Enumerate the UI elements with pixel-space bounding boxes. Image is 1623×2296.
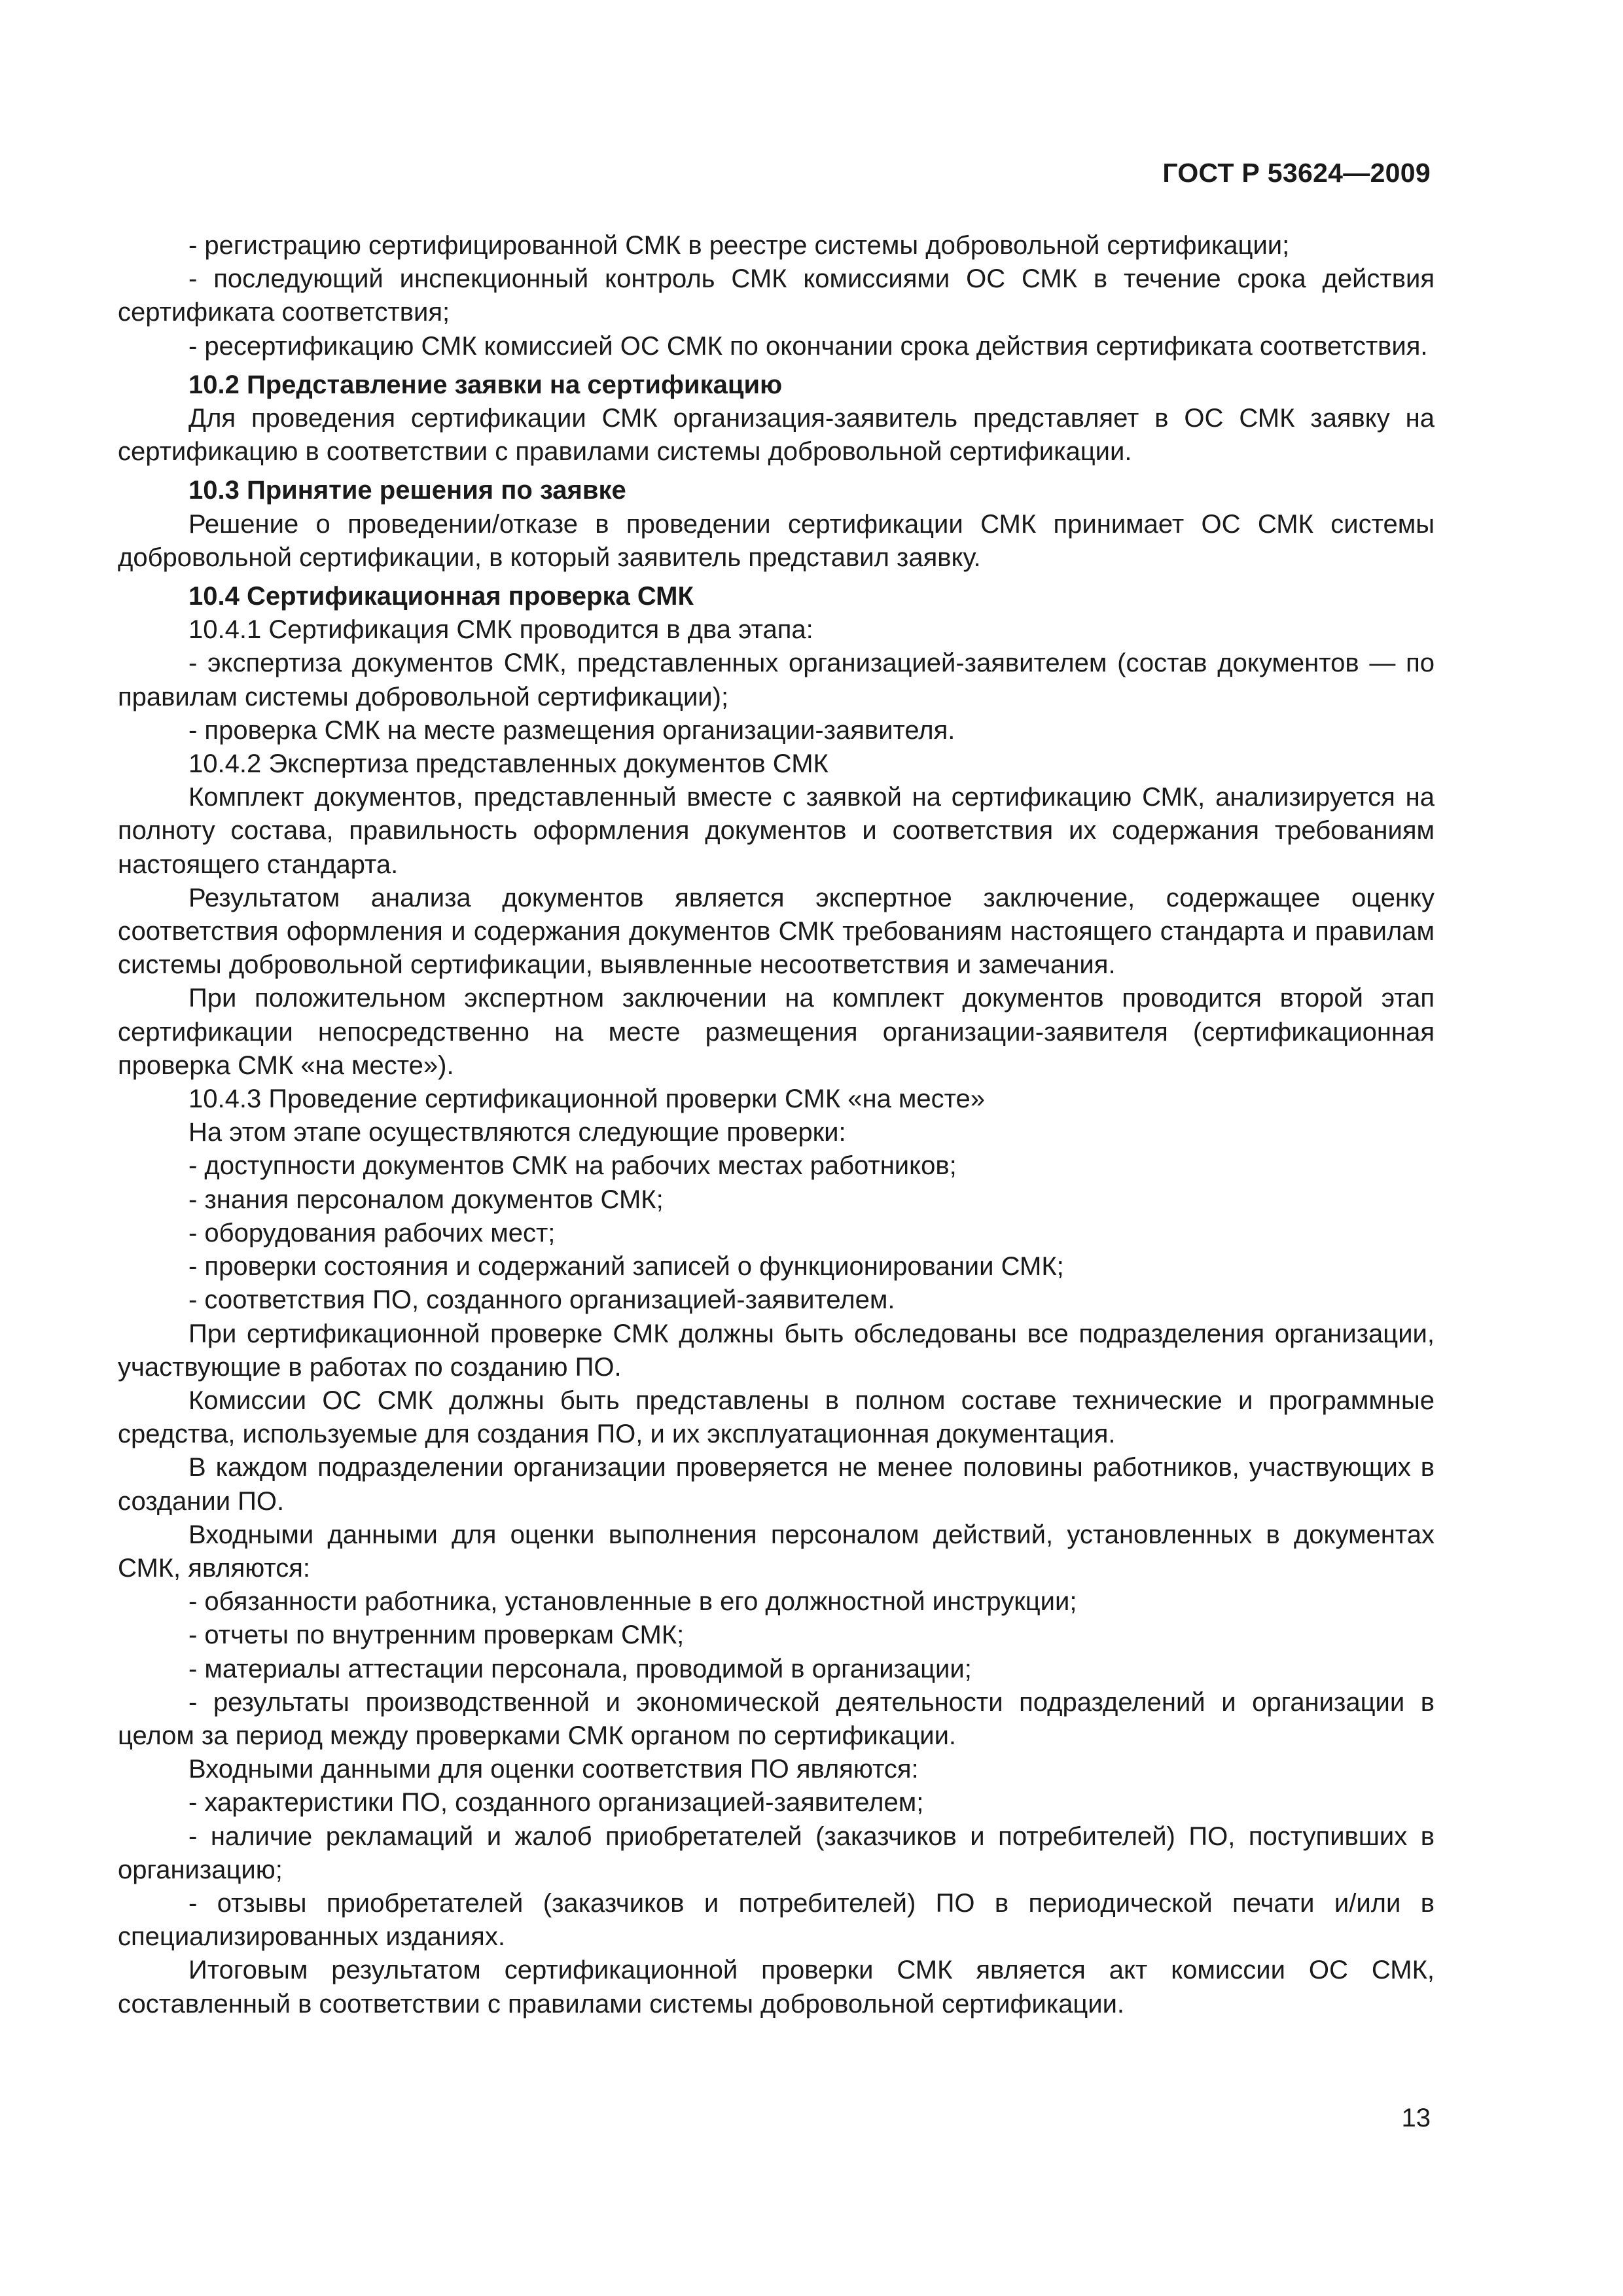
paragraph: - знания персоналом документов СМК; [188, 1185, 664, 1214]
paragraph: - проверки состояния и содержаний записей о функционировании СМК; [188, 1252, 1064, 1282]
paragraph: Итоговым результатом сертификационной проверки СМК является акт комиссии ОС СМК, составленный в соответствии с правилами системы добровольной сертификации. [118, 1956, 1435, 2018]
paragraph: - результаты производственной и экономической деятельности подразделений и организации в целом за период между проверками СМК органом по сертификации. [118, 1687, 1435, 1750]
paragraph: Входными данными для оценки соответствия ПО являются: [188, 1755, 919, 1784]
paragraph: - оборудования рабочих мест; [188, 1218, 556, 1247]
paragraph: - характеристики ПО, созданного организацией-заявителем; [188, 1788, 924, 1818]
paragraph: - отзывы приобретателей (заказчиков и потребителей) ПО в периодической печати и/или в специализированных изданиях. [118, 1888, 1435, 1952]
paragraph: Комиссии ОС СМК должны быть представлены в полном составе технические и программные средства, используемые для создания ПО, и их эксплуатационная документация. [118, 1386, 1435, 1449]
paragraph: Результатом анализа документов является экспертное заключение, содержащее оценку соответствия оформления и содержания документов СМК требованиям настоящего стандарта и правилам системы добровольной сертификации, выявленные несоответствия и замечания. [118, 883, 1435, 980]
document-body [118, 229, 1435, 2021]
paragraph: - материалы аттестации персонала, проводимой в организации; [188, 1654, 972, 1683]
paragraph: - отчеты по внутренним проверкам СМК; [188, 1621, 685, 1650]
paragraph: Для проведения сертификации СМК организация-заявитель представляет в ОС СМК заявку на сертификацию в соответствии с правилами системы добровольной сертификации. [118, 404, 1435, 467]
paragraph: При положительном экспертном заключении на комплект документов проводится второй этап сертификации непосредственно на месте размещения организации-заявителя (сертификационная проверка СМК «на месте»). [118, 984, 1435, 1080]
section-heading: 10.2 Представление заявки на сертификацию [188, 370, 783, 399]
paragraph: 10.4.2 Экспертиза представленных документов СМК [188, 749, 829, 779]
paragraph: В каждом подразделении организации проверяется не менее половины работников, участвующих в создании ПО. [118, 1453, 1435, 1516]
paragraph: - проверка СМК на месте размещения организации-заявителя. [188, 715, 955, 745]
paragraph: - ресертификацию СМК комиссией ОС СМК по окончании срока действия сертификата соответствия. [188, 331, 1428, 361]
paragraph: Комплект документов, представленный вместе с заявкой на сертификацию СМК, анализируется на полноту состава, правильность оформления документов и соответствия их содержания требованиям настоящего стандарта. [118, 783, 1435, 879]
section-heading: 10.3 Принятие решения по заявке [188, 476, 626, 505]
paragraph: 10.4.3 Проведение сертификационной проверки СМК «на месте» [188, 1085, 986, 1114]
paragraph: - наличие рекламаций и жалоб приобретателей (заказчиков и потребителей) ПО, поступивших в организацию; [118, 1821, 1435, 1884]
paragraph: - доступности документов СМК на рабочих местах работников; [188, 1151, 957, 1181]
paragraph: - последующий инспекционный контроль СМК комиссиями ОС СМК в течение срока действия сертификата соответствия; [118, 264, 1435, 327]
paragraph: Решение о проведении/отказе в проведении сертификации СМК принимает ОС СМК системы добровольной сертификации, в который заявитель представил заявку. [118, 509, 1435, 572]
paragraph: - регистрацию сертифицированной СМК в реестре системы добровольной сертификации; [188, 231, 1290, 260]
document-header: ГОСТ Р 53624—2009 [1162, 158, 1431, 188]
paragraph: - обязанности работника, установленные в его должностной инструкции; [188, 1587, 1077, 1617]
paragraph: На этом этапе осуществляются следующие проверки: [188, 1118, 846, 1147]
paragraph: При сертификационной проверке СМК должны быть обследованы все подразделения организации, участвующие в работах по созданию ПО. [118, 1319, 1435, 1382]
paragraph: 10.4.1 Сертификация СМК проводится в два этапа: [188, 615, 813, 645]
paragraph: - экспертиза документов СМК, представленных организацией-заявителем (состав документов — по правилам системы добровольной сертификации); [118, 649, 1435, 711]
paragraph: Входными данными для оценки выполнения персоналом действий, установленных в документах СМК, являются: [118, 1520, 1435, 1583]
page-number: 13 [1401, 2104, 1431, 2132]
paragraph: - соответствия ПО, созданного организацией-заявителем. [188, 1285, 895, 1315]
section-heading: 10.4 Сертификационная проверка СМК [188, 582, 694, 611]
